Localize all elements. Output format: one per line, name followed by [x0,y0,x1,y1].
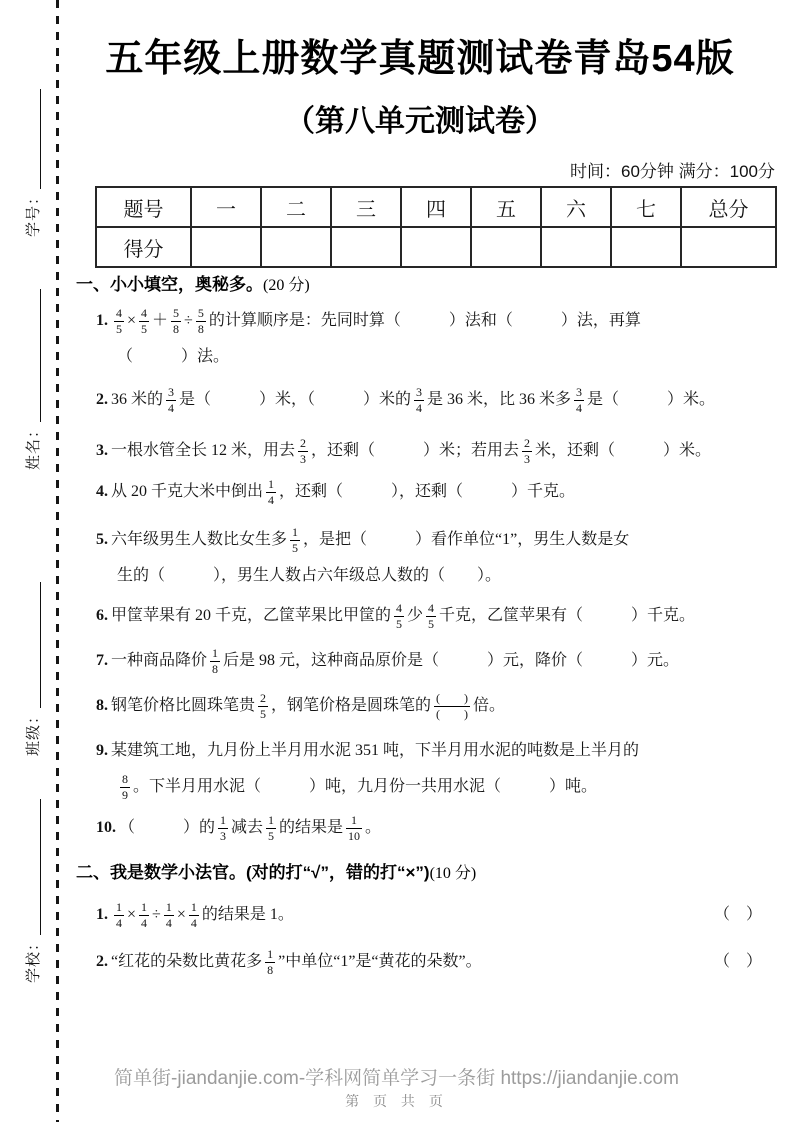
footer-site-text: 简单街-jiandanjie.com-学科网简单学习一条街 https://jiandanjie.com [114,1068,679,1089]
question-4 [96,474,793,510]
fraction: $\frac{1}{5}$ [292,525,299,555]
fraction: $\frac{8}{9}$ [122,772,128,802]
table-header-cell: 六 [541,187,611,227]
fraction: $\frac{1}{3}$ [220,813,227,843]
section-2-heading [76,858,776,883]
fraction: $\frac{4}{5}$ [141,306,148,336]
footer-page-number: 第 页 共 页 [345,1093,448,1109]
judge-question-2 [96,944,793,980]
fraction: $\frac{5}{8}$ [197,306,204,336]
question-text: $\frac{4}{5}$ × $\frac{4}{5}$ ＋ $\frac{5}{8}$ ÷ $\frac{5}{8}$ 的计算顺序是：先同时算（ ）法和（ ）法，再算 （ ）法。 [116,306,641,365]
table-header-cell: 总分 [681,187,776,227]
fraction: $\frac{1}{10}$ [348,813,361,843]
question-text: 一种商品降价 $\frac{1}{8}$ 后是 98 元，这种商品原价是（ ）元，降价（ ）元。 [111,646,680,676]
student-school-blank-line [39,799,41,935]
fraction: $\frac{2}{3}$ [524,436,531,466]
question-number: 5. [96,531,108,548]
student-class-label [23,582,45,756]
question-1 [96,303,793,375]
question-number: 2. [96,391,108,408]
question-10 [96,810,793,846]
student-id-label [23,89,45,237]
question-5 [96,522,793,594]
question-number: 3. [96,442,108,459]
page-subtitle: （第八单元测试卷） [285,105,555,138]
fraction: $\frac{1}{4}$ [165,900,172,930]
section-1-title: 一、小小填空，奥秘多。 [76,275,263,294]
score-cell [611,227,681,267]
score-table-score-row [96,227,776,267]
question-text: 六年级男生人数比女生多 $\frac{1}{5}$ ，是把（ ）看作单位“1”，男生人数是女 生的（ ），男生人数占六年级总人数的（ ）。 [111,525,630,584]
fraction: $\frac{5}{8}$ [173,306,180,336]
score-cell [261,227,331,267]
question-number: 1. [96,312,108,329]
question-number: 1. [96,906,108,923]
question-text: 某建筑工地，九月份上半月用水泥 351 吨，下半月用水泥的吨数是上半月的 $\frac{8}{9}$ 。下半月用水泥（ ）吨，九月份一共用水泥（ ）吨。 [111,742,640,802]
score-cell [471,227,541,267]
question-text: “红花的朵数比黄花多 $\frac{1}{8}$ ”中单位“1”是“黄花的朵数”。 [111,947,482,977]
answer-blank: （ ） [713,953,762,970]
fold-dashed-line [56,0,59,1122]
fraction: $\frac{3}{4}$ [416,385,423,415]
fraction: $\frac{2}{5}$ [260,691,267,721]
question-text: （ ）的 $\frac{1}{3}$ 减去 $\frac{1}{5}$ 的结果是 $\frac{1}{10}$ 。 [119,813,382,843]
question-number: 4. [96,483,108,500]
question-2 [96,382,793,418]
question-number: 2. [96,953,108,970]
score-table [95,186,777,268]
section-1-score: (20 分) [263,277,310,294]
question-number: 6. [96,607,108,624]
question-text: 一根水管全长 12 米，用去 $\frac{2}{3}$ ，还剩（ ）米；若用去 $\frac{2}{3}$ 米，还剩（ ）米。 [111,436,712,466]
fraction: $\frac{3}{4}$ [576,385,583,415]
table-header-cell: 七 [611,187,681,227]
table-header-cell: 五 [471,187,541,227]
fraction: $\frac{4}{5}$ [428,601,435,631]
student-school-label [23,799,45,983]
student-id-blank-line [39,89,41,189]
fraction: $\frac{1}{8}$ [267,947,274,977]
judge-question-1 [96,897,793,933]
question-number: 7. [96,652,108,669]
question-number: 10. [96,819,116,836]
score-cell [331,227,401,267]
fraction: $\frac{1}{5}$ [268,813,275,843]
table-header-cell: 三 [331,187,401,227]
section-2-score: (10 分) [429,865,477,882]
student-name-blank-line [39,289,41,422]
question-text: 甲筐苹果有 20 千克，乙筐苹果比甲筐的 $\frac{4}{5}$ 少 $\frac{4}{5}$ 千克，乙筐苹果有（ ）千克。 [111,601,696,631]
student-class-text: 班级： [25,707,42,756]
fraction: $\frac{1}{4}$ [268,477,275,507]
score-row-label: 得分 [96,227,191,267]
table-header-cell: 一 [191,187,261,227]
page-title: 五年级上册数学真题测试卷青岛54版 [105,38,735,80]
score-cell [401,227,471,267]
question-9 [96,733,793,805]
time-score-info: 时间：60分钟 满分：100分 [570,162,775,181]
fraction: $\frac{1}{8}$ [212,646,219,676]
question-text: 从 20 千克大米中倒出 $\frac{1}{4}$ ，还剩（ ），还剩（ ）千克。 [111,477,576,507]
score-cell [681,227,776,267]
table-header-cell: 题号 [96,187,191,227]
fraction: $\frac{2}{3}$ [300,436,307,466]
fraction: $\frac{1}{4}$ [141,900,148,930]
fraction: $\frac{4}{5}$ [116,306,122,336]
table-header-cell: 二 [261,187,331,227]
fraction: $\frac{4}{5}$ [396,601,403,631]
question-8 [96,688,793,724]
student-id-text: 学号： [25,188,42,237]
fraction: $\frac{1}{4}$ [116,900,122,930]
fraction: $\frac{1}{4}$ [190,900,197,930]
student-name-label [23,289,45,470]
question-6 [96,598,793,634]
question-number: 8. [96,697,108,714]
student-name-text: 姓名： [25,421,42,470]
table-header-cell: 四 [401,187,471,227]
fraction: $\frac{( )}{( )}$ [436,691,469,721]
fraction: $\frac{3}{4}$ [168,385,175,415]
student-class-blank-line [39,582,41,708]
question-text: 36 米的 $\frac{3}{4}$ 是（ ）米，（ ）米的 $\frac{3}{4}$ 是 36 米，比 36 米多 $\frac{3}{4}$ 是（ ）米。 [111,385,716,415]
question-text: $\frac{1}{4}$ × $\frac{1}{4}$ ÷ $\frac{1}{4}$ × $\frac{1}{4}$ 的结果是 1。 [116,900,294,930]
answer-blank: （ ） [713,906,762,923]
student-school-text: 学校： [25,934,42,983]
question-7 [96,643,793,679]
score-table-header-row [96,187,776,227]
question-number: 9. [96,742,108,759]
question-text: 钢笔价格比圆珠笔贵 $\frac{2}{5}$ ，钢笔价格是圆珠笔的 $\frac{( )}{( )}$ 倍。 [111,691,506,721]
question-3 [96,433,793,469]
section-1-heading [76,270,776,295]
score-cell [191,227,261,267]
section-2-title: 二、我是数学小法官。(对的打“√”，错的打“×”) [76,863,430,882]
score-cell [541,227,611,267]
